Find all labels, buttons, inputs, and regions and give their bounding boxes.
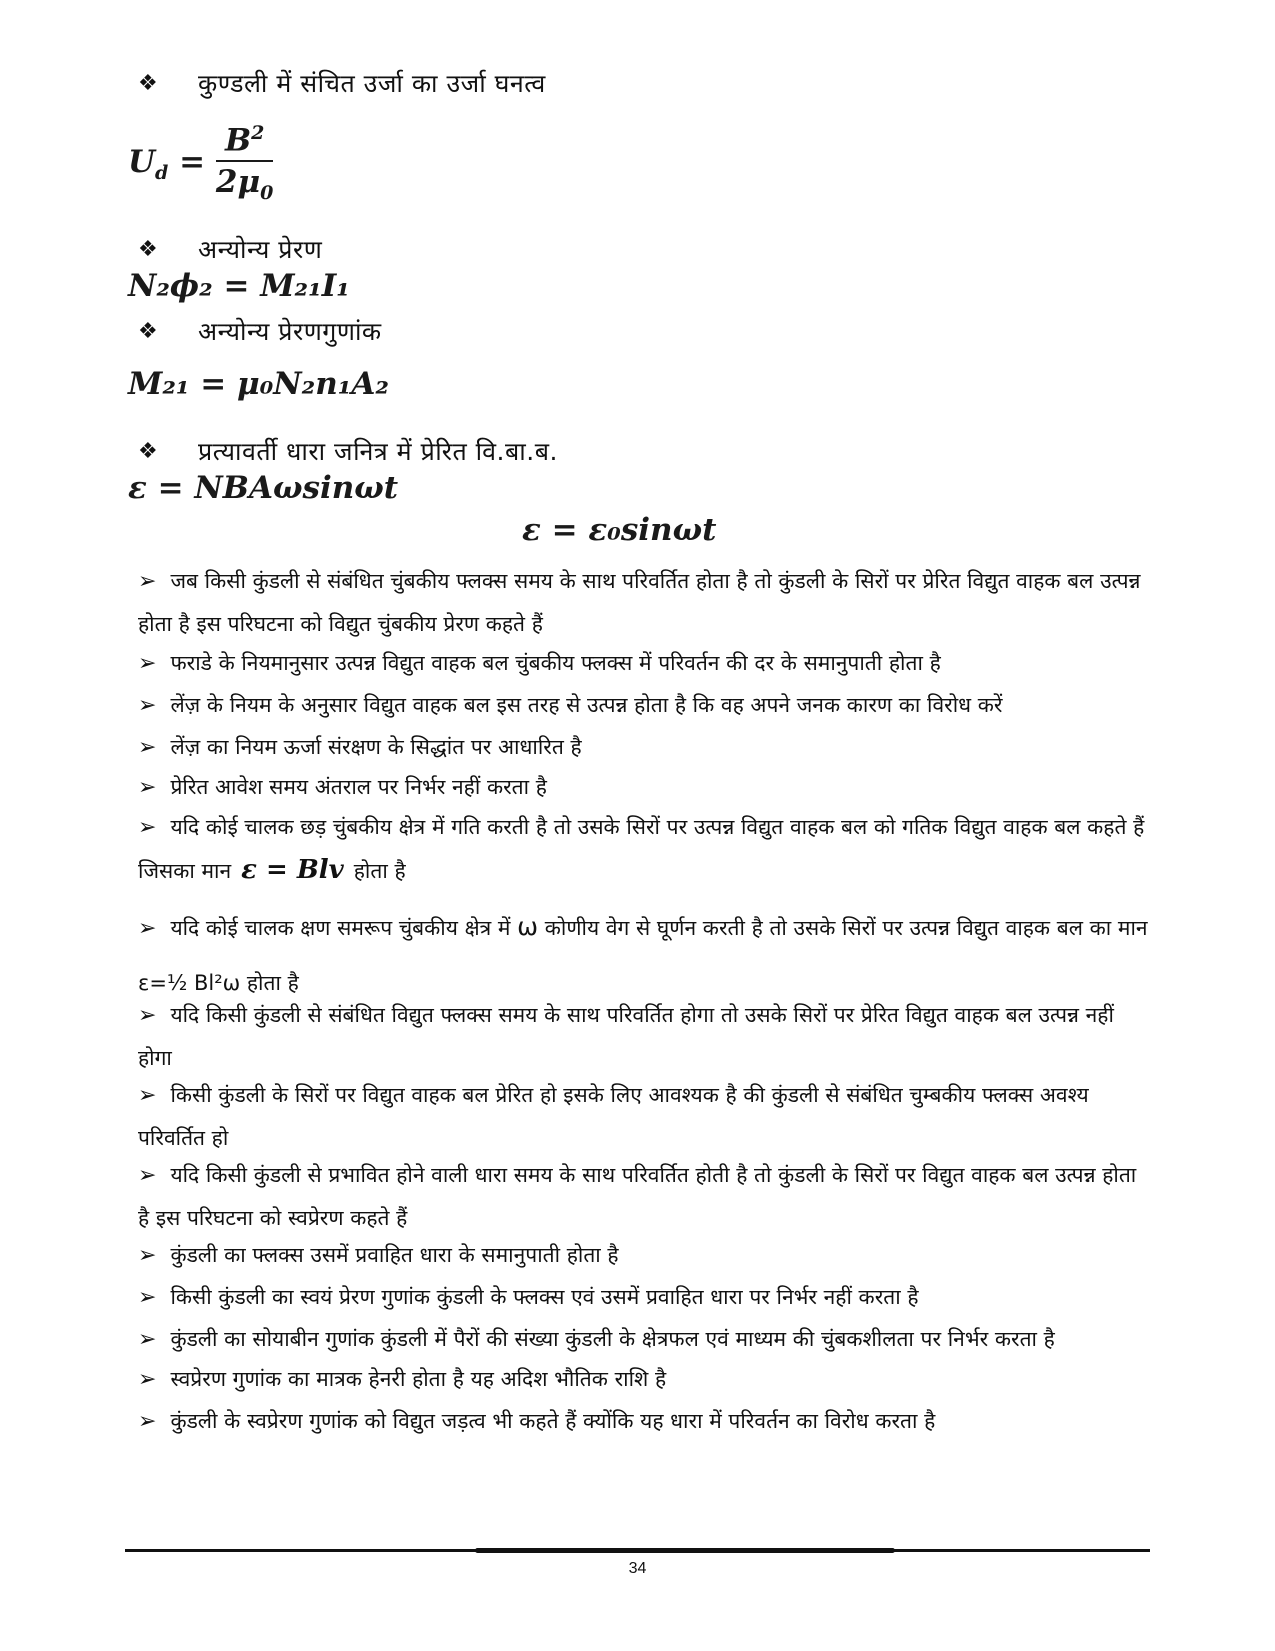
bullet-item: ➢ कुंडली के स्वप्रेरण गुणांक को विद्युत जड़त्व भी कहते हैं क्योंकि यह धारा में परिवर्तन का विरोध करता है xyxy=(138,1409,936,1434)
heading-mutual-coefficient xyxy=(138,314,382,348)
bullet-item: ➢ फराडे के नियमानुसार उत्पन्न विद्युत वाहक बल चुंबकीय फ्लक्स में परिवर्तन की दर के समानुपाती होता है xyxy=(138,651,941,676)
arrow-bullet-icon: ➢ xyxy=(138,1409,157,1434)
formula-generator-emf: ε = NBAωsinωt xyxy=(128,470,399,506)
arrow-bullet-icon: ➢ xyxy=(138,775,157,800)
heading-text: अन्योन्य प्रेरणगुणांक xyxy=(198,317,382,346)
inline-formula-blv: ε = Blv xyxy=(241,855,344,885)
footer-divider xyxy=(125,1549,1150,1552)
bullet-item: ➢ यदि किसी कुंडली से संबंधित विद्युत फ्लक्स समय के साथ परिवर्तित होगा तो उसके सिरों पर प्रेरित विद्युत वाहक बल उत्पन्न नहीं होगा xyxy=(138,1003,1114,1070)
heading-ac-generator xyxy=(138,434,558,468)
arrow-bullet-icon: ➢ xyxy=(138,916,157,941)
arrow-bullet-icon: ➢ xyxy=(138,1083,157,1108)
arrow-bullet-icon: ➢ xyxy=(138,1163,157,1188)
bullet-item: ➢ यदि किसी कुंडली से प्रभावित होने वाली धारा समय के साथ परिवर्तित होती है तो कुंडली के सिरों पर विद्युत वाहक बल उत्पन्न होता है इस परिघटना को स्वप्रेरण कहते हैं xyxy=(138,1163,1137,1230)
diamond-bullet-icon: ❖ xyxy=(138,236,159,262)
arrow-bullet-icon: ➢ xyxy=(138,693,157,718)
bullet-item: ➢ यदि कोई चालक छड़ चुंबकीय क्षेत्र में गति करती है तो उसके सिरों पर उत्पन्न विद्युत वाहक बल को गतिक विद्युत वाहक बल कहते हैं जिसका मान ε = Blv होता है xyxy=(138,815,1145,885)
formula-mutual-coefficient: M₂₁ = μ₀N₂n₁A₂ xyxy=(128,366,389,402)
arrow-bullet-icon: ➢ xyxy=(138,1003,157,1028)
arrow-bullet-icon: ➢ xyxy=(138,1367,157,1392)
fraction: $\frac{B^2}{2\mu_0}$ xyxy=(215,122,274,205)
arrow-bullet-icon: ➢ xyxy=(138,651,157,676)
heading-text: कुण्डली में संचित उर्जा का उर्जा घनत्व xyxy=(198,69,546,98)
bullet-item: ➢ लेंज़ का नियम ऊर्जा संरक्षण के सिद्धांत पर आधारित है xyxy=(138,735,582,760)
bullet-item: ➢ लेंज़ के नियम के अनुसार विद्युत वाहक बल इस तरह से उत्पन्न होता है कि वह अपने जनक कारण का विरोध करें xyxy=(138,693,1003,718)
arrow-bullet-icon: ➢ xyxy=(138,1285,157,1310)
formula-energy-density: $U_d$ = $\frac{B^2}{2\mu_0}$ xyxy=(128,122,274,205)
arrow-bullet-icon: ➢ xyxy=(138,1327,157,1352)
diamond-bullet-icon: ❖ xyxy=(138,70,159,96)
arrow-bullet-icon: ➢ xyxy=(138,1243,157,1268)
heading-energy-density xyxy=(138,66,546,100)
formula-emf-peak: ε = ε₀sinωt xyxy=(522,512,717,548)
bullet-item: ➢ कुंडली का सोयाबीन गुणांक कुंडली में पैरों की संख्या कुंडली के क्षेत्रफल एवं माध्यम की चुंबकशीलता पर निर्भर करता है xyxy=(138,1327,1055,1352)
heading-mutual-induction xyxy=(138,232,322,266)
arrow-bullet-icon: ➢ xyxy=(138,569,157,594)
bullet-item: ➢ स्वप्रेरण गुणांक का मात्रक हेनरी होता है यह अदिश भौतिक राशि है xyxy=(138,1367,667,1392)
arrow-bullet-icon: ➢ xyxy=(138,815,157,840)
bullet-item: ➢ प्रेरित आवेश समय अंतराल पर निर्भर नहीं करता है xyxy=(138,775,547,800)
omega-symbol: ω xyxy=(517,912,539,941)
page-number: 34 xyxy=(628,1560,647,1577)
bullet-item: ➢ यदि कोई चालक क्षण समरूप चुंबकीय क्षेत्र में ω कोणीय वेग से घूर्णन करती है तो उसके सिरों पर उत्पन्न विद्युत वाहक बल का मान ε=½ Bl²ω होता है xyxy=(138,912,1148,995)
heading-text: प्रत्यावर्ती धारा जनित्र में प्रेरित वि.बा.ब. xyxy=(198,437,558,466)
diamond-bullet-icon: ❖ xyxy=(138,318,159,344)
bullet-item: ➢ किसी कुंडली के सिरों पर विद्युत वाहक बल प्रेरित हो इसके लिए आवश्यक है की कुंडली से संबंधित चुम्बकीय फ्लक्स अवश्य परिवर्तित हो xyxy=(138,1083,1089,1150)
bullet-item: ➢ जब किसी कुंडली से संबंधित चुंबकीय फ्लक्स समय के साथ परिवर्तित होता है तो कुंडली के सिरों पर प्रेरित विद्युत वाहक बल उत्पन्न होता है इस परिघटना को विद्युत चुंबकीय प्रेरण कहते हैं xyxy=(138,569,1141,636)
diamond-bullet-icon: ❖ xyxy=(138,438,159,464)
arrow-bullet-icon: ➢ xyxy=(138,735,157,760)
bullet-item: ➢ कुंडली का फ्लक्स उसमें प्रवाहित धारा के समानुपाती होता है xyxy=(138,1243,619,1268)
formula-mutual-flux: N₂ϕ₂ = M₂₁I₁ xyxy=(128,268,350,304)
heading-text: अन्योन्य प्रेरण xyxy=(198,235,323,264)
bullet-item: ➢ किसी कुंडली का स्वयं प्रेरण गुणांक कुंडली के फ्लक्स एवं उसमें प्रवाहित धारा पर निर्भर नहीं करता है xyxy=(138,1285,919,1310)
